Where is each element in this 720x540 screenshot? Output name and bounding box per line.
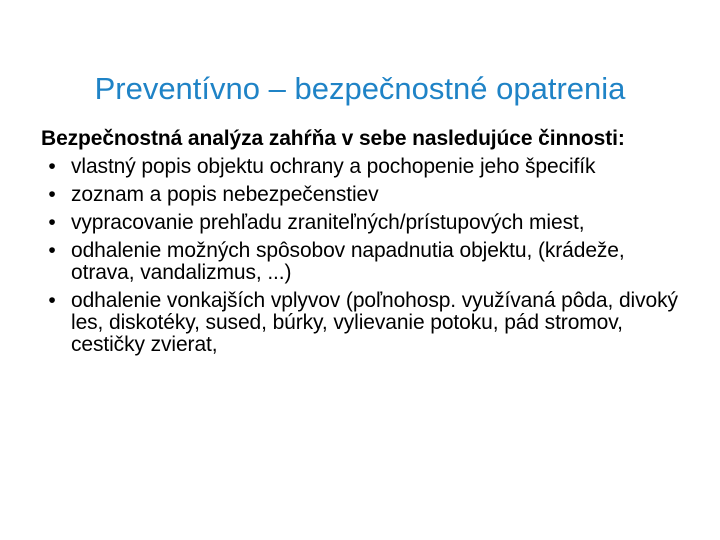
list-item-text: odhalenie možných spôsobov napadnutia objektu, (krádeže, otrava, vandalizmus, ...) <box>71 239 625 284</box>
intro-text: Bezpečnostná analýza zahŕňa v sebe nasledujúce činnosti: <box>41 127 625 150</box>
list-item <box>41 290 691 356</box>
list-item-text: vlastný popis objektu ochrany a pochopenie jeho špecifík <box>71 155 596 178</box>
list-item <box>41 184 691 206</box>
bullet-icon: • <box>48 155 56 178</box>
list-item <box>41 212 691 234</box>
slide-body <box>41 128 691 362</box>
bullet-list <box>41 156 691 356</box>
bullet-icon: • <box>48 183 56 206</box>
list-item-text: vypracovanie prehľadu zraniteľných/prístupových miest, <box>71 211 585 234</box>
bullet-icon: • <box>48 239 56 262</box>
slide-title: Preventívno – bezpečnostné opatrenia <box>94 70 626 106</box>
list-item-text: odhalenie vonkajších vplyvov (poľnohosp. využívaná pôda, divoký les, diskotéky, sused, búrky, vylievanie potoku, pád stromov, cestičky zvierat, <box>71 289 678 356</box>
bullet-icon: • <box>48 211 56 234</box>
list-item-text: zoznam a popis nebezpečenstiev <box>71 183 379 206</box>
list-item <box>41 156 691 178</box>
bullet-icon: • <box>48 289 56 312</box>
list-item <box>41 240 691 284</box>
